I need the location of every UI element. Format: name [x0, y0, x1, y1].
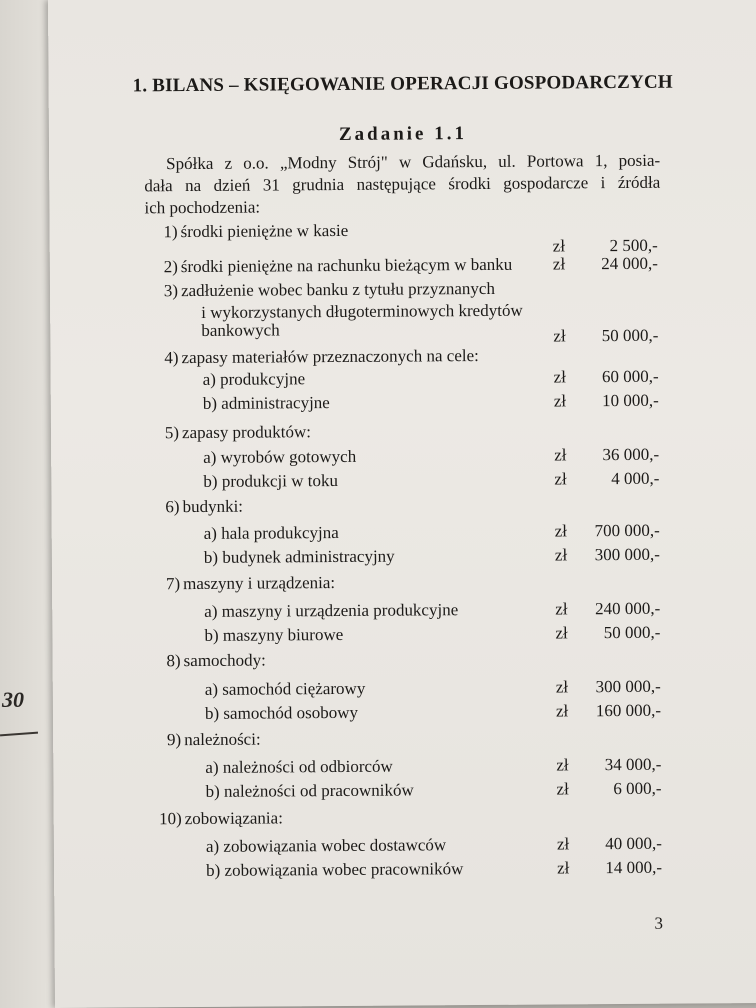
sub-item [51, 390, 756, 419]
sub-item-label: b) budynek administracyjny [203, 546, 395, 567]
list-item [52, 570, 756, 599]
item-text: zapasy materiałów przeznaczonych na cele: [181, 346, 479, 368]
list-item [54, 805, 756, 834]
item-text: maszyny i urządzenia: [183, 573, 336, 594]
sub-item-amount: 14 000,- [605, 857, 663, 878]
currency-label: zł [554, 445, 567, 465]
sub-item [53, 778, 756, 807]
sub-item-amount: 60 000,- [601, 366, 659, 387]
currency-label: zł [553, 367, 566, 387]
currency-label: zł [555, 599, 568, 619]
sub-item-label: a) zobowiązania wobec dostawców [205, 835, 447, 856]
list-item [53, 647, 756, 676]
item-text: należności: [184, 729, 261, 750]
list-item [51, 419, 756, 448]
sub-item-amount: 700 000,- [594, 520, 660, 541]
item-amount: 50 000,- [601, 325, 659, 346]
sub-item-amount: 300 000,- [594, 544, 660, 565]
currency-label: zł [552, 236, 566, 256]
currency-label: zł [554, 545, 568, 565]
sub-item-amount: 160 000,- [595, 700, 662, 721]
sub-item-amount: 40 000,- [605, 833, 662, 854]
sub-item-label: a) należności od odbiorców [205, 756, 393, 777]
sub-item [52, 544, 756, 573]
chapter-title: 1. BILANS – KSIĘGOWANIE OPERACJI GOSPODARCZYCH [132, 71, 673, 97]
list-item [53, 726, 756, 755]
item-number: 10) [158, 809, 182, 829]
currency-label: zł [556, 755, 569, 775]
item-text: środki pieniężne na rachunku bieżącym w banku [180, 254, 513, 277]
intro-paragraph [144, 150, 660, 220]
list-item [50, 218, 756, 256]
sub-item-amount: 4 000,- [611, 468, 660, 489]
item-number: 8) [166, 651, 181, 671]
currency-label: zł [555, 701, 569, 721]
list-item-continuation [50, 317, 756, 346]
task-title: Zadanie 1.1 [338, 123, 468, 145]
currency-label: zł [553, 391, 567, 411]
item-number: 1) [163, 222, 178, 242]
currency-label: zł [553, 326, 566, 346]
sub-item-amount: 6 000,- [613, 778, 662, 799]
sub-item-amount: 36 000,- [602, 444, 660, 465]
page-content [48, 0, 756, 1008]
currency-label: zł [552, 254, 566, 274]
sub-item-label: b) należności od pracowników [205, 780, 414, 801]
currency-label: zł [554, 469, 567, 489]
margin-rule [0, 732, 38, 737]
sub-item-label: b) produkcji w toku [203, 470, 339, 491]
sub-item [53, 700, 756, 729]
item-number: 2) [163, 257, 178, 277]
currency-label: zł [556, 834, 570, 854]
sub-item-label: b) zobowiązania wobec pracowników [206, 859, 464, 880]
sub-item-label: b) samochód osobowy [204, 702, 359, 723]
item-amount: 2 500,- [609, 235, 658, 256]
sub-item-amount: 10 000,- [602, 390, 659, 411]
currency-label: zł [554, 521, 568, 541]
currency-label: zł [556, 779, 569, 799]
sub-item-label: b) maszyny biurowe [204, 624, 344, 645]
item-text: środki pieniężne w kasie [180, 220, 349, 242]
item-amount: 24 000,- [601, 253, 658, 274]
item-text: samochody: [183, 650, 266, 671]
currency-label: zł [557, 858, 570, 878]
item-number: 5) [164, 423, 180, 443]
item-text: zapasy produktów: [181, 422, 311, 443]
sub-item-amount: 50 000,- [603, 622, 661, 643]
sub-item [51, 468, 756, 497]
item-text: zadłużenie wobec banku z tytułu przyznanych [180, 278, 495, 301]
sub-item-label: a) wyrobów gotowych [203, 446, 357, 467]
sub-item-label: a) samochód ciężarowy [204, 678, 366, 699]
intro-line: ich pochodzenia: [144, 197, 261, 218]
sub-item-label: b) administracyjne [202, 393, 330, 413]
item-number: 3) [163, 281, 179, 301]
list-item [51, 493, 756, 522]
intro-line: dała na dzień 31 grudnia następujące środki gospodarcze i źródła [144, 172, 661, 196]
sub-item-label: a) hala produkcyjna [203, 522, 339, 543]
item-text: bankowych [201, 320, 280, 340]
intro-line: Spółka z o.o. „Modny Strój" w Gdańsku, ul. Portowa 1, posia- [166, 150, 661, 174]
item-text: budynki: [182, 496, 244, 517]
item-number: 9) [166, 730, 182, 750]
item-text: zobowiązania: [184, 808, 283, 829]
item-number: 4) [164, 348, 179, 368]
margin-fragment: 30 [2, 687, 24, 712]
sub-item [52, 622, 756, 651]
sub-item [54, 857, 756, 886]
sub-item-amount: 34 000,- [604, 754, 662, 775]
currency-label: zł [555, 623, 568, 643]
sub-item-amount: 240 000,- [595, 598, 661, 619]
item-number: 7) [165, 574, 181, 594]
page-number: 3 [654, 913, 664, 933]
book-page [48, 0, 756, 1008]
item-number: 6) [165, 497, 180, 517]
sub-item-label: a) produkcyjne [202, 369, 306, 389]
currency-label: zł [555, 677, 569, 697]
sub-item-amount: 300 000,- [595, 676, 661, 697]
item-text: i wykorzystanych długoterminowych kredytów [201, 300, 523, 322]
sub-item-label: a) maszyny i urządzenia produkcyjne [204, 600, 459, 621]
